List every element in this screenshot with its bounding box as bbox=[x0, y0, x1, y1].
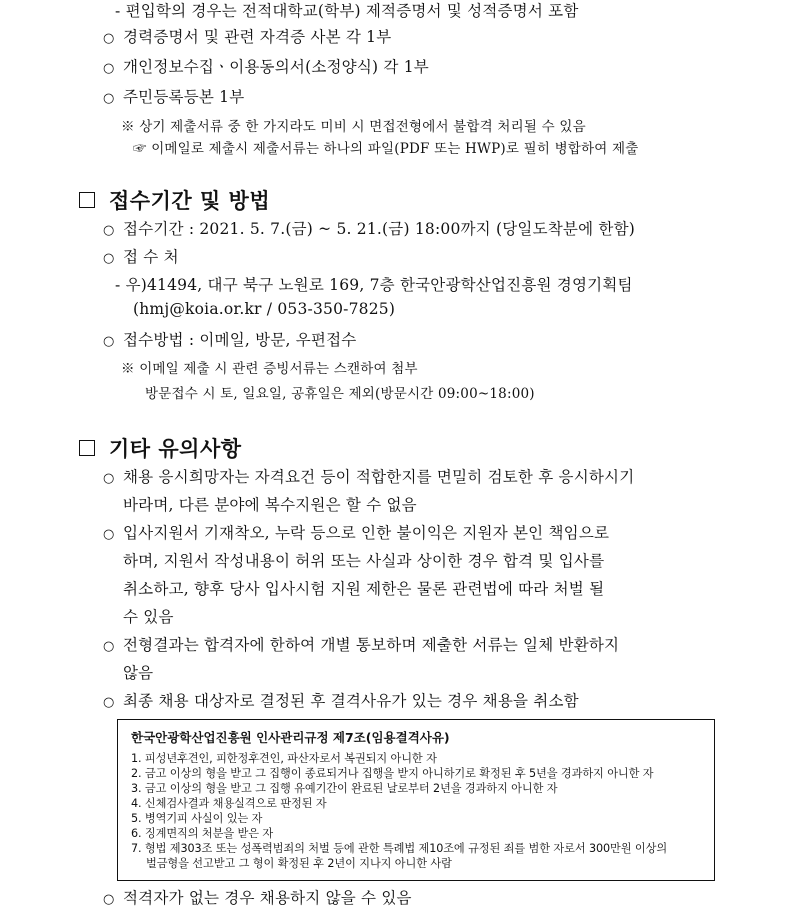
rule-item: 2. 금고 이상의 형을 받고 그 집행이 종료되거나 집행을 받지 아니하기로 확정된 후 5년을 경과하지 아니한 자 bbox=[131, 767, 654, 780]
rule-item: 1. 피성년후견인, 피한정후견인, 파산자로서 복권되지 아니한 자 bbox=[131, 752, 437, 765]
list-item: ○ 접 수 처 bbox=[103, 248, 179, 266]
list-item: ○ 입사지원서 기재착오, 누락 등으로 인한 불이익은 지원자 본인 책임으로 bbox=[103, 524, 610, 542]
paragraph-line: 취소하고, 향후 당사 입사시험 지원 제한은 물론 관련법에 따라 처벌 될 bbox=[123, 580, 605, 598]
circle-bullet: ○ bbox=[103, 31, 115, 46]
paragraph-line: 하며, 지원서 작성내용이 허위 또는 사실과 상이한 경우 합격 및 입사를 bbox=[123, 552, 605, 570]
circle-bullet: ○ bbox=[103, 334, 115, 349]
list-item: ○ 경력증명서 및 관련 자격증 사본 각 1부 bbox=[103, 28, 392, 46]
circle-bullet: ○ bbox=[103, 61, 115, 76]
list-item: ○ 채용 응시희망자는 자격요건 등이 적합한지를 면밀히 검토한 후 응시하시기 bbox=[103, 468, 635, 486]
rule-item: 4. 신체검사결과 채용실격으로 판정된 자 bbox=[131, 797, 327, 810]
address-line: - 우)41494, 대구 북구 노원로 169, 7층 한국안광학산업진흥원 경영기획팀 bbox=[115, 276, 633, 294]
checkbox-square-icon bbox=[79, 192, 95, 208]
list-item: ○ 접수방법 : 이메일, 방문, 우편접수 bbox=[103, 331, 357, 349]
circle-bullet: ○ bbox=[103, 223, 115, 238]
email-note: ☞ 이메일로 제출시 제출서류는 하나의 파일(PDF 또는 HWP)로 필히 병합하여 제출 bbox=[133, 141, 639, 157]
section-heading-etc: 기타 유의사항 bbox=[79, 433, 242, 463]
section-heading-receipt: 접수기간 및 방법 bbox=[79, 185, 270, 215]
circle-bullet: ○ bbox=[103, 91, 115, 106]
list-item: ○ 전형결과는 합격자에 한하여 개별 통보하며 제출한 서류는 일체 반환하지 bbox=[103, 636, 620, 654]
rule-item: 5. 병역기피 사실이 있는 자 bbox=[131, 812, 263, 825]
rule-item: 벌금형을 선고받고 그 형이 확정된 후 2년이 지나지 아니한 사람 bbox=[146, 857, 452, 870]
contact-line: (hmj@koia.or.kr / 053-350-7825) bbox=[133, 300, 396, 318]
rule-item: 6. 징계면직의 처분을 받은 자 bbox=[131, 827, 274, 840]
circle-bullet: ○ bbox=[103, 471, 115, 486]
rule-item: 3. 금고 이상의 형을 받고 그 집행 유예기간이 완료된 날로부터 2년을 경과하지 아니한 자 bbox=[131, 782, 558, 795]
visit-note: 방문접수 시 토, 일요일, 공휴일은 제외(방문시간 09:00~18:00) bbox=[145, 386, 535, 402]
list-item: ○ 개인정보수집ㆍ이용동의서(소정양식) 각 1부 bbox=[103, 58, 429, 76]
scan-note: ※ 이메일 제출 시 관련 증빙서류는 스캔하여 첨부 bbox=[121, 361, 418, 377]
list-item: ○ 주민등록등본 1부 bbox=[103, 88, 245, 106]
warning-note: ※ 상기 제출서류 중 한 가지라도 미비 시 면접전형에서 불합격 처리될 수 있음 bbox=[121, 119, 586, 135]
transfer-note: - 편입학의 경우는 전적대학교(학부) 제적증명서 및 성적증명서 포함 bbox=[115, 2, 579, 20]
paragraph-line: 않음 bbox=[123, 664, 154, 682]
circle-bullet: ○ bbox=[103, 251, 115, 266]
circle-bullet: ○ bbox=[103, 892, 115, 907]
list-item: ○ 접수기간 : 2021. 5. 7.(금) ~ 5. 21.(금) 18:00까지 (당일도착분에 한함) bbox=[103, 220, 635, 238]
disqualification-rules-box bbox=[117, 719, 715, 881]
checkbox-square-icon bbox=[79, 440, 95, 456]
circle-bullet: ○ bbox=[103, 527, 115, 542]
circle-bullet: ○ bbox=[103, 639, 115, 654]
paragraph-line: 수 있음 bbox=[123, 608, 174, 626]
list-item: ○ 적격자가 없는 경우 채용하지 않을 수 있음 bbox=[103, 889, 412, 907]
list-item: ○ 최종 채용 대상자로 결정된 후 결격사유가 있는 경우 채용을 취소함 bbox=[103, 692, 579, 710]
rule-item: 7. 형법 제303조 또는 성폭력범죄의 처벌 등에 관한 특례법 제10조에 규정된 죄를 범한 자로서 300만원 이상의 bbox=[131, 842, 668, 855]
paragraph-line: 바라며, 다른 분야에 복수지원은 할 수 없음 bbox=[123, 496, 417, 514]
rules-title: 한국안광학산업진흥원 인사관리규정 제7조(임용결격사유) bbox=[131, 730, 450, 745]
circle-bullet: ○ bbox=[103, 695, 115, 710]
